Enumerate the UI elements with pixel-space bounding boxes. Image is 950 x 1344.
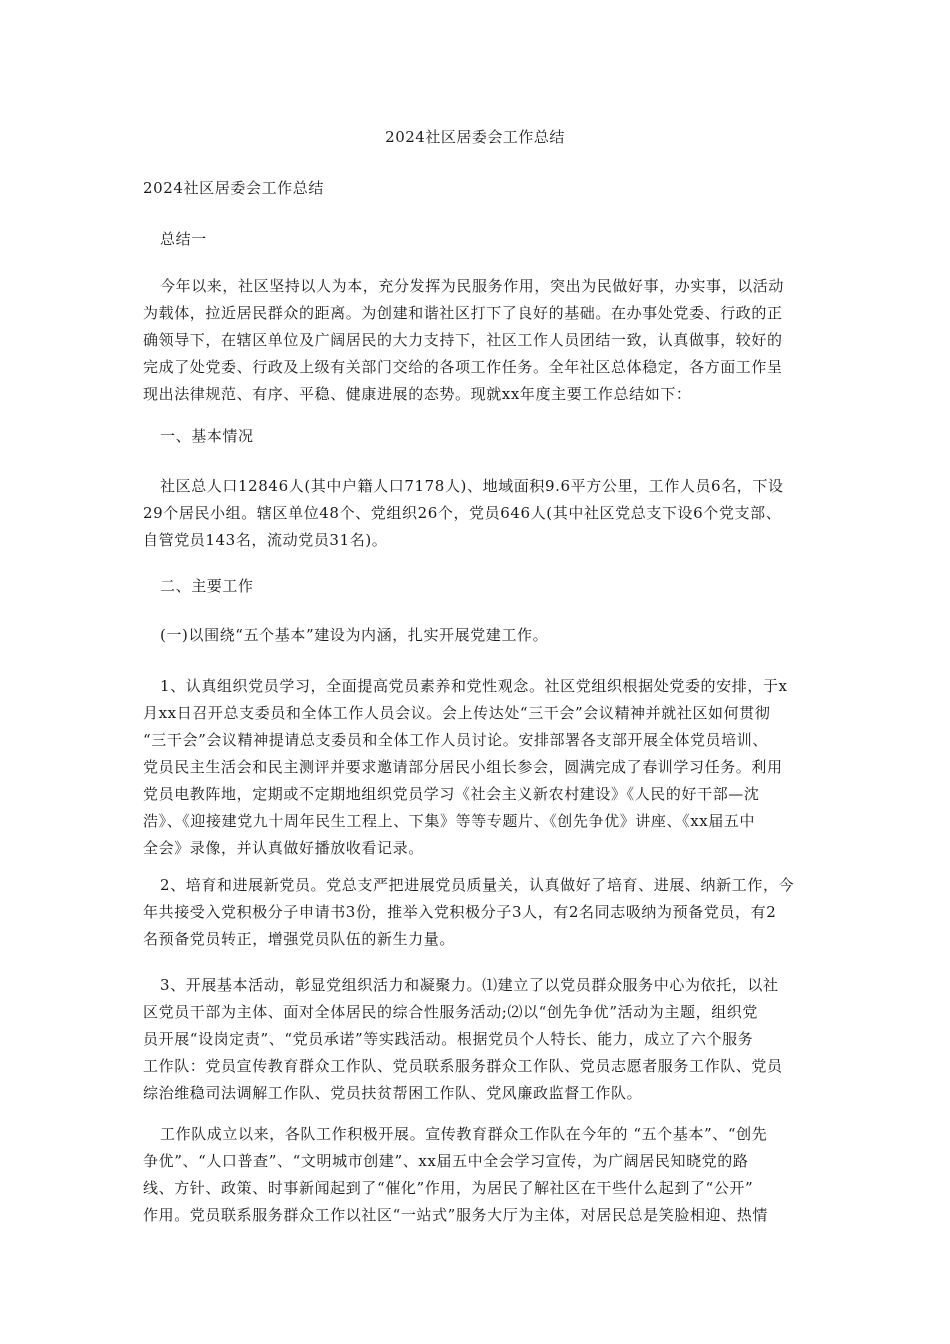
section-label-text: 总结一 [160, 230, 207, 248]
paragraph-line: 全会》录像，并认真做好播放收看记录。 [143, 839, 424, 857]
paragraph-line: 区党员干部为主体、面对全体居民的综合性服务活动;⑵以“创先争优”活动为主题，组织党 [143, 1003, 758, 1021]
paragraph-item-1 [143, 673, 807, 862]
paragraph-line: 争优”、“人口普查”、“文明城市创建”、xx届五中全会学习宣传，为广阔居民知晓党的路 [143, 1152, 749, 1170]
document-title: 2024社区居委会工作总结 [385, 128, 565, 146]
subheading-text: (一)以围绕“五个基本”建设为内涵，扎实开展党建工作。 [160, 626, 549, 644]
paragraph-line: 1、认真组织党员学习，全面提高党员素养和党性观念。社区党组织根据处党委的安排，于x [160, 677, 788, 695]
heading-text: 二、主要工作 [160, 577, 254, 595]
paragraph-line: 29个居民小组。辖区单位48个、党组织26个，党员646人(其中社区党总支下设6个党支部、 [143, 504, 782, 522]
paragraph-line: 作用。党员联系服务群众工作以社区“一站式”服务大厅为主体，对居民总是笑脸相迎、热情 [143, 1206, 768, 1224]
heading-main-work [143, 573, 807, 600]
paragraph-line: 今年以来，社区坚持以人为本，充分发挥为民服务作用，突出为民做好事，办实事，以活动 [160, 277, 785, 295]
paragraph-line: 综治维稳司法调解工作队、党员扶贫帮困工作队、党风廉政监督工作队。 [143, 1084, 643, 1102]
paragraph-line: 工作队成立以来，各队工作积极开展。宣传教育群众工作队在今年的 “五个基本”、“创先 [160, 1125, 768, 1143]
paragraph-line: 2、培育和进展新党员。党总支严把进展党员质量关，认真做好了培育、进展、纳新工作，今 [160, 876, 795, 894]
document-subtitle [143, 175, 807, 202]
heading-text: 一、基本情况 [160, 427, 254, 445]
paragraph-intro [143, 273, 807, 408]
paragraph-item-3 [143, 972, 807, 1107]
paragraph-line: 自管党员143名，流动党员31名)。 [143, 531, 388, 549]
paragraph-line: 工作队：党员宣传教育群众工作队、党员联系服务群众工作队、党员志愿者服务工作队、党员 [143, 1057, 783, 1075]
paragraph-line: 完成了处党委、行政及上级有关部门交给的各项工作任务。全年社区总体稳定，各方面工作呈 [143, 358, 783, 376]
paragraph-line: “三干会”会议精神提请总支委员和全体工作人员讨论。安排部署各支部开展全体党员培训、 [143, 731, 768, 749]
section-label [143, 226, 807, 253]
paragraph-line: 党员民主生活会和民主测评并要求邀请部分居民小组长参会，圆满完成了春训学习任务。利用 [143, 758, 783, 776]
paragraph-work-teams [143, 1121, 807, 1229]
paragraph-line: 月xx日召开总支委员和全体工作人员会议。会上传达处“三干会”会议精神并就社区如何贯彻 [143, 704, 771, 722]
paragraph-line: 员开展“设岗定责”、“党员承诺”等实践活动。根据党员个人特长、能力，成立了六个服务 [143, 1030, 754, 1048]
paragraph-line: 3、开展基本活动，彰显党组织活力和凝聚力。⑴建立了以党员群众服务中心为依托，以社 [160, 976, 779, 994]
paragraph-line: 浩》、《迎接建党九十周年民生工程上、下集》等等专题片、《创先争优》讲座、《xx届五中 [143, 812, 756, 830]
paragraph-line: 线、方针、政策、时事新闻起到了“催化”作用，为居民了解社区在干些什么起到了“公开” [143, 1179, 754, 1197]
paragraph-basic-situation [143, 473, 807, 554]
subheading-party-building [143, 622, 807, 649]
paragraph-line: 党员电教阵地，定期或不定期地组织党员学习《社会主义新农村建设》《人民的好干部—沈 [143, 785, 760, 803]
paragraph-line: 确领导下，在辖区单位及广阔居民的大力支持下，社区工作人员团结一致，认真做事，较好的 [143, 331, 783, 349]
paragraph-item-2 [143, 872, 807, 953]
subtitle-text: 2024社区居委会工作总结 [143, 179, 324, 197]
paragraph-line: 现出法律规范、有序、平稳、健康进展的态势。现就xx年度主要工作总结如下： [143, 385, 692, 403]
paragraph-line: 为载体，拉近居民群众的距离。为创建和谐社区打下了良好的基础。在办事处党委、行政的正 [143, 304, 783, 322]
paragraph-line: 年共接受入党积极分子申请书3份，推举入党积极分子3人，有2名同志吸纳为预备党员，有2 [143, 903, 777, 921]
paragraph-line: 社区总人口12846人(其中户籍人口7178人)、地域面积9.6平方公里，工作人员6名，下设 [160, 477, 784, 495]
paragraph-line: 名预备党员转正，增强党员队伍的新生力量。 [143, 930, 456, 948]
heading-basic-situation [143, 423, 807, 450]
